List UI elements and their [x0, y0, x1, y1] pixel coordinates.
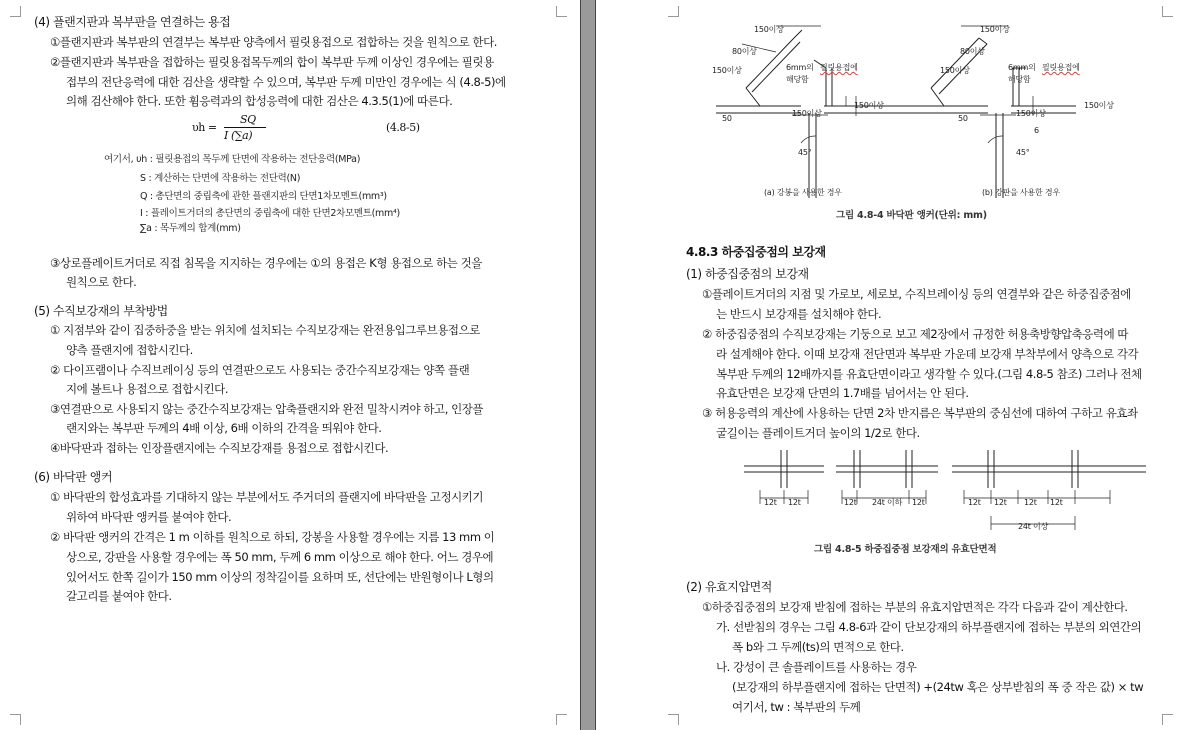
s2-na-where: 여기서, tw : 복부판의 두께 [732, 700, 861, 714]
fig-a-note-3: 해당함 [786, 75, 809, 84]
fig5-dim-9: 24t 이상 [1018, 522, 1049, 531]
s5-paragraph-3-line-1: ③연결판으로 사용되지 않는 중간수직보강재는 압축플랜지와 완전 밀착시켜야 하고, 인장플 [50, 402, 484, 416]
s6-paragraph-1-line-1: ① 바닥판의 합성효과를 기대하지 않는 부분에서도 주거더의 플랜지에 바닥판을 고정시키기 [50, 490, 484, 504]
fig-a-dim-50: 50 [722, 114, 732, 123]
s483-paragraph-1-line-1: ①플레이트거더의 지점 및 가로보, 세로보, 수직브레이싱 등의 연결부와 같은 하중집중점에 [702, 287, 1131, 301]
fig-a-angle: 45° [798, 148, 812, 157]
s6-paragraph-2-line-3: 있어서도 한쪽 길이가 150 mm 이상의 정착길이를 요하며 또, 선단에는 반원형이나 L형의 [66, 570, 494, 584]
page-gutter [580, 0, 596, 730]
right-page [596, 0, 1186, 730]
s5-paragraph-3-line-2: 랜지와는 복부판 두께의 4배 이상, 6배 이하의 간격을 띄워야 한다. [66, 421, 382, 435]
fig-b-dim-80: 80이상 [960, 47, 985, 56]
s4-paragraph-2-line-3: 의해 검산해야 한다. 또한 휨응력과의 합성응력에 대한 검산은 4.3.5(1)에 따른다. [66, 94, 453, 108]
gutter-edge [580, 0, 581, 730]
figure-4-8-4-caption: 그림 4.8-4 바닥판 앵커(단위: mm) [836, 210, 987, 221]
fig5-dim-8b: 12t [1050, 498, 1063, 507]
crop-mark [668, 714, 679, 725]
s2-na: 나. 강성이 큰 솔플레이트를 사용하는 경우 [716, 660, 917, 674]
fig5-dim-1: 12t [764, 498, 777, 507]
s483-paragraph-3-line-2: 굴길이는 플레이트거더 높이의 1/2로 한다. [716, 426, 920, 440]
s483-paragraph-2-line-3: 복부판 두께의 12배까지를 유효단면이라고 생각할 수 있다.(그림 4.8-5 참조) 그러나 전체 [716, 367, 1142, 381]
fig-b-dim-50: 50 [958, 114, 968, 123]
figure-4-8-5-caption: 그림 4.8-5 하중집중점 보강재의 유효단면적 [814, 544, 997, 555]
fig5-dim-6: 12t [968, 498, 981, 507]
s5-paragraph-2-line-1: ② 다이프램이나 수직브레이싱 등의 연결판으로도 사용되는 중간수직보강재는 양쪽 플랜 [50, 363, 470, 377]
figure-b-steel-plate [906, 26, 1076, 198]
s483-subsection-1: (1) 하중집중점의 보강재 [686, 267, 809, 281]
s2-ga-line-1: 가. 선받침의 경우는 그림 4.8-6과 같이 단보강재의 하부플랜지에 접하는 부분의 외연간의 [716, 620, 1142, 634]
figure-effective-section [726, 446, 1176, 536]
s483-paragraph-2-line-2: 라 설계해야 한다. 이때 보강재 전단면과 복부판 가운데 보강재 부착부에서 양측으로 각각 [716, 347, 1139, 361]
where-s: S : 계산하는 단면에 작용하는 전단력(N) [140, 173, 301, 184]
s2-ga-line-2: 폭 b와 그 두께(ts)의 면적으로 한다. [732, 640, 904, 654]
crop-mark [10, 714, 21, 725]
formula-numerator: SQ [240, 113, 256, 126]
fig5-dim-2: 12t [788, 498, 801, 507]
fig-a-dim-bottom: 150이상 [792, 109, 822, 118]
fig-a-dim-right: 150이상 [854, 101, 884, 110]
section-4-title: (4) 플랜지판과 복부판을 연결하는 용접 [34, 15, 231, 29]
fig-b-dim-top: 150이상 [980, 25, 1010, 34]
s5-paragraph-1-line-2: 양측 플랜지에 접합시킨다. [66, 343, 193, 357]
fig-a-note-1: 6mm의 [786, 63, 814, 72]
s483-paragraph-3-line-1: ③ 허용응력의 계산에 사용하는 단면 2차 반지름은 복부판의 중심선에 대하여 구하고 유효좌 [702, 406, 1138, 420]
s5-paragraph-1-line-1: ① 지점부와 같이 집중하중을 받는 위치에 설치되는 수직보강재는 완전용입그루브용접으로 [50, 323, 480, 337]
where-vh: 여기서, υh : 필릿용접의 목두께 단면에 작용하는 전단응력(MPa) [104, 154, 361, 165]
fig5-dim-8: 12t [1024, 498, 1037, 507]
crop-mark [556, 6, 567, 17]
s4-paragraph-1: ①플랜지판과 복부판의 연결부는 복부판 양측에서 필릿용접으로 접합하는 것을 원칙으로 한다. [50, 35, 497, 49]
fig5-dim-4: 24t 이하 [872, 498, 903, 507]
s4-paragraph-3-line-2: 원칙으로 한다. [66, 275, 137, 289]
fig-a-dim-150: 150이상 [712, 66, 742, 75]
fig5-dim-3: 12t [844, 498, 857, 507]
section-4-8-3-title: 4.8.3 하중집중점의 보강재 [686, 245, 826, 259]
s4-paragraph-2-line-1: ②플랜지판과 복부판을 접합하는 필릿용접목두께의 합이 복부판 두께 이상인 경우에는 필릿용 [50, 55, 494, 69]
fig-b-note-2: 필릿용접에 [1042, 63, 1080, 72]
crop-mark [1162, 714, 1173, 725]
fig-b-dim-right: 150이상 [1084, 101, 1114, 110]
crop-mark [1162, 6, 1173, 17]
s483-subsection-2: (2) 유효지압면적 [686, 580, 772, 594]
s5-paragraph-4: ④바닥판과 접하는 인장플랜지에는 수직보강재를 용접으로 접합시킨다. [50, 441, 389, 455]
where-q: Q : 총단면의 중립축에 관한 플랜지판의 단면1차모멘트(mm³) [140, 191, 387, 202]
crop-mark [668, 6, 679, 17]
fig-a-dim-top: 150이상 [754, 25, 784, 34]
s483-paragraph-2-line-1: ② 하중집중점의 수직보강재는 기둥으로 보고 제2장에서 규정한 허용축방향압축응력에 따 [702, 327, 1129, 341]
s2-paragraph-1: ①하중집중점의 보강재 받침에 접하는 부분의 유효지압면적은 각각 다음과 같이 계산한다. [702, 600, 1128, 614]
where-sum-a: ∑a : 목두께의 합계(mm) [140, 223, 241, 234]
crop-mark [556, 714, 567, 725]
s6-paragraph-2-line-2: 상으로, 강판을 사용할 경우에는 폭 50 mm, 두께 6 mm 이상으로 해야 한다. 어느 경우에 [66, 550, 494, 564]
fig-b-dim-150: 150이상 [940, 66, 970, 75]
s2-na-formula: (보강재의 하부플랜지에 접하는 단면적) +(24tw 혹은 상부받침의 폭 중 작은 값) × tw [732, 680, 1144, 694]
fig-b-dim-bottom: 150이상 [1016, 109, 1046, 118]
section-6-title: (6) 바닥판 앵커 [34, 470, 113, 484]
crop-mark [10, 6, 21, 17]
fig5-dim-7: 12t [994, 498, 1007, 507]
s6-paragraph-2-line-4: 갈고리를 붙여야 한다. [66, 589, 172, 603]
s4-paragraph-3-line-1: ③상로플레이트거더로 직접 침목을 지지하는 경우에는 ①의 용접은 K형 용접으로 하는 것을 [50, 256, 482, 270]
fig5-dim-5: 12t [912, 498, 925, 507]
fig-b-angle: 45° [1016, 148, 1030, 157]
s483-paragraph-1-line-2: 는 반드시 보강재를 설치해야 한다. [716, 307, 882, 321]
s6-paragraph-2-line-1: ② 바닥판 앵커의 간격은 1 m 이하를 원칙으로 하되, 강봉을 사용할 경우에는 지름 13 mm 이 [50, 530, 495, 544]
s5-paragraph-2-line-2: 지에 볼트나 용접으로 접합시킨다. [66, 382, 229, 396]
formula-lhs: υh = [192, 121, 217, 134]
s483-paragraph-2-line-4: 유효단면은 보강재 단면의 1.7배를 넘어서는 안 된다. [716, 386, 969, 400]
s4-paragraph-2-line-2: 접부의 전단응력에 대한 검산을 생략할 수 있으며, 복부판 두께 미만인 경우에는 식 (4.8-5)에 [66, 75, 506, 89]
fig-b-dim-6: 6 [1034, 126, 1039, 135]
fig-a-note-2: 필릿용접에 [820, 63, 858, 72]
s6-paragraph-1-line-2: 위하여 바닥판 앵커를 붙여야 한다. [66, 510, 232, 524]
fig-a-dim-80: 80이상 [732, 47, 757, 56]
fig-b-caption: (b) 강판을 사용한 경우 [982, 188, 1060, 197]
formula-number: (4.8-5) [386, 121, 420, 134]
fig-b-note-1: 6mm의 [1008, 63, 1036, 72]
formula-denominator: I (∑a) [224, 129, 253, 142]
section-5-title: (5) 수직보강재의 부착방법 [34, 304, 168, 318]
fig-b-note-3: 해당함 [1008, 75, 1031, 84]
left-page [0, 0, 580, 730]
where-i: I : 플레이트거더의 총단면의 중립축에 대한 단면2차모멘트(mm⁴) [140, 208, 400, 219]
fig-a-caption: (a) 강봉을 사용한 경우 [764, 188, 842, 197]
fraction-bar [224, 127, 266, 128]
